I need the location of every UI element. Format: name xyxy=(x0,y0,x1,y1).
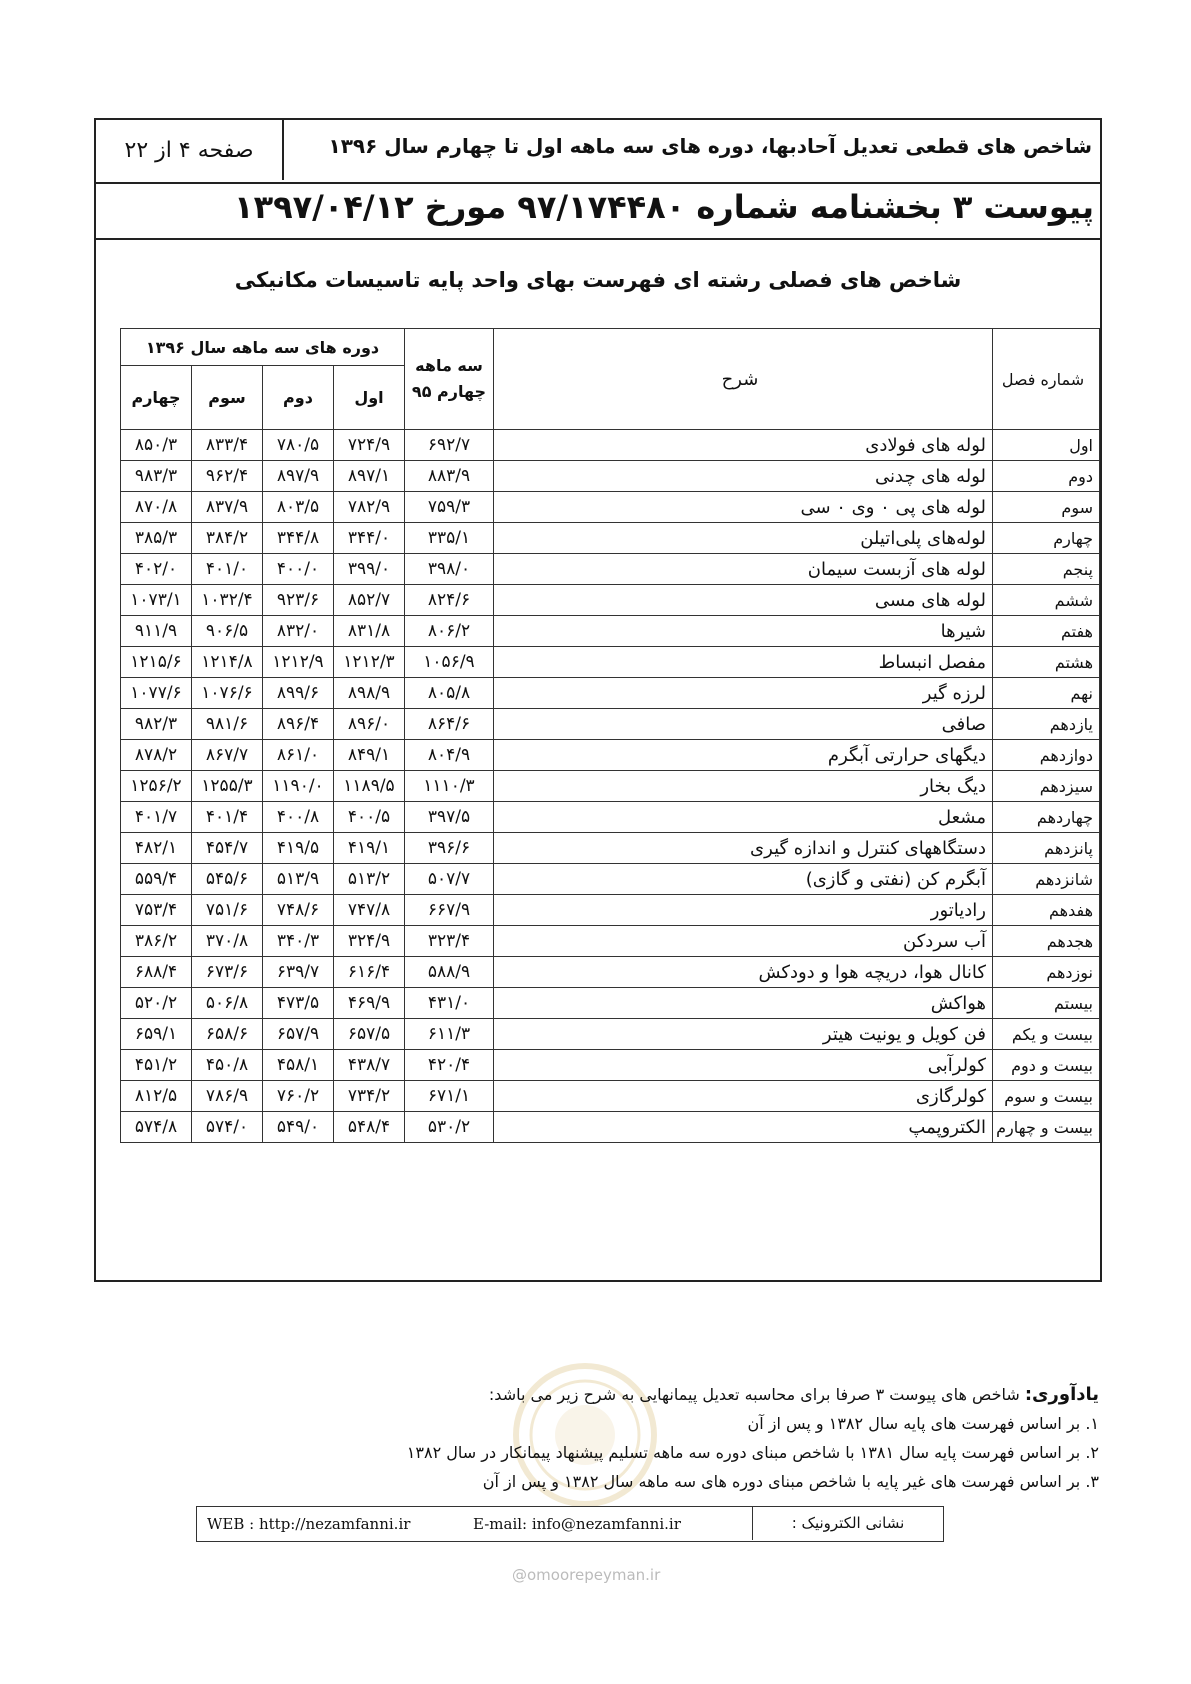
cell-q95: ۵۰۷/۷ xyxy=(405,864,494,895)
cell-q3: ۱۰۳۲/۴ xyxy=(192,585,263,616)
cell-q4: ۷۵۳/۴ xyxy=(121,895,192,926)
table-row xyxy=(121,709,1100,740)
cell-q2: ۴۵۸/۱ xyxy=(263,1050,334,1081)
cell-q95: ۳۳۵/۱ xyxy=(405,523,494,554)
table-row xyxy=(121,554,1100,585)
cell-q1: ۱۱۸۹/۵ xyxy=(334,771,405,802)
col-header-chapter: شماره فصل xyxy=(993,329,1100,430)
cell-q95: ۸۰۴/۹ xyxy=(405,740,494,771)
notes-lead: یادآوری: xyxy=(1024,1384,1099,1405)
cell-desc: آبگرم کن (نفتی و گازی) xyxy=(494,864,993,895)
cell-q3: ۴۰۱/۴ xyxy=(192,802,263,833)
contact-label: نشانی الکترونیک : xyxy=(752,1507,943,1540)
cell-desc: آب سردکن xyxy=(494,926,993,957)
cell-q1: ۴۰۰/۵ xyxy=(334,802,405,833)
cell-q95: ۱۱۱۰/۳ xyxy=(405,771,494,802)
document-title: شاخص های قطعی تعدیل آحادبها، دوره های سه ماهه اول تا چهارم سال ۱۳۹۶ xyxy=(328,134,1092,158)
cell-desc: مشعل xyxy=(494,802,993,833)
cell-q4: ۵۲۰/۲ xyxy=(121,988,192,1019)
watermark-text: @omoorepeyman.ir xyxy=(512,1566,661,1584)
page-number: صفحه ۴ از ۲۲ xyxy=(96,120,284,180)
table-row xyxy=(121,1112,1100,1143)
index-table xyxy=(120,328,1100,1143)
cell-chapter: هشتم xyxy=(993,647,1100,678)
circular-title: پیوست ۳ بخشنامه شماره ۹۷/۱۷۴۴۸۰ مورخ ۱۳۹۷/۰۴/۱۲ xyxy=(234,188,1094,226)
cell-desc: صافی xyxy=(494,709,993,740)
cell-q95: ۷۵۹/۳ xyxy=(405,492,494,523)
cell-q2: ۱۲۱۲/۹ xyxy=(263,647,334,678)
cell-q1: ۸۹۷/۱ xyxy=(334,461,405,492)
cell-desc: لوله های فولادی xyxy=(494,430,993,461)
cell-desc: هواکش xyxy=(494,988,993,1019)
cell-q1: ۶۱۶/۴ xyxy=(334,957,405,988)
cell-chapter: بیست و دوم xyxy=(993,1050,1100,1081)
cell-q1: ۷۲۴/۹ xyxy=(334,430,405,461)
cell-q4: ۹۸۳/۳ xyxy=(121,461,192,492)
note-item: ۳. بر اساس فهرست های غیر پایه با شاخص مبنای دوره های سه ماهه سال ۱۳۸۲ و پس از آن xyxy=(482,1472,1099,1491)
cell-q2: ۸۹۹/۶ xyxy=(263,678,334,709)
cell-chapter: پانزدهم xyxy=(993,833,1100,864)
cell-q2: ۸۰۳/۵ xyxy=(263,492,334,523)
cell-chapter: نوزدهم xyxy=(993,957,1100,988)
cell-q4: ۸۷۸/۲ xyxy=(121,740,192,771)
cell-q4: ۱۲۵۶/۲ xyxy=(121,771,192,802)
cell-desc: لوله های مسی xyxy=(494,585,993,616)
cell-q2: ۴۰۰/۸ xyxy=(263,802,334,833)
cell-chapter: ششم xyxy=(993,585,1100,616)
cell-q2: ۴۱۹/۵ xyxy=(263,833,334,864)
cell-q1: ۴۳۸/۷ xyxy=(334,1050,405,1081)
cell-q2: ۷۸۰/۵ xyxy=(263,430,334,461)
cell-q3: ۶۵۸/۶ xyxy=(192,1019,263,1050)
circular-row xyxy=(96,182,1100,240)
cell-desc: کولرگازی xyxy=(494,1081,993,1112)
cell-q3: ۵۴۵/۶ xyxy=(192,864,263,895)
cell-chapter: یازدهم xyxy=(993,709,1100,740)
col-header-q3: سوم xyxy=(192,366,263,430)
cell-q1: ۳۹۹/۰ xyxy=(334,554,405,585)
cell-q3: ۹۶۲/۴ xyxy=(192,461,263,492)
table-row xyxy=(121,461,1100,492)
cell-chapter: بیست و سوم xyxy=(993,1081,1100,1112)
cell-q1: ۸۳۱/۸ xyxy=(334,616,405,647)
cell-chapter: نهم xyxy=(993,678,1100,709)
cell-q4: ۴۸۲/۱ xyxy=(121,833,192,864)
cell-desc: دیگ بخار xyxy=(494,771,993,802)
cell-desc: دیگهای حرارتی آبگرم xyxy=(494,740,993,771)
cell-q1: ۵۱۳/۲ xyxy=(334,864,405,895)
table-row xyxy=(121,430,1100,461)
cell-desc: لوله های پی ۰ وی ۰ سی xyxy=(494,492,993,523)
cell-q1: ۸۹۸/۹ xyxy=(334,678,405,709)
cell-q95: ۸۶۴/۶ xyxy=(405,709,494,740)
cell-q95: ۶۹۲/۷ xyxy=(405,430,494,461)
cell-q1: ۸۴۹/۱ xyxy=(334,740,405,771)
table-row xyxy=(121,1019,1100,1050)
cell-q3: ۱۲۱۴/۸ xyxy=(192,647,263,678)
table-row xyxy=(121,988,1100,1019)
cell-q3: ۸۶۷/۷ xyxy=(192,740,263,771)
cell-desc: دستگاههای کنترل و اندازه گیری xyxy=(494,833,993,864)
cell-q95: ۸۰۶/۲ xyxy=(405,616,494,647)
cell-q3: ۳۸۴/۲ xyxy=(192,523,263,554)
cell-q3: ۴۵۰/۸ xyxy=(192,1050,263,1081)
table-subtitle: شاخص های فصلی رشته ای فهرست بهای واحد پایه تاسیسات مکانیکی xyxy=(234,268,962,292)
table-row xyxy=(121,585,1100,616)
cell-q2: ۹۲۳/۶ xyxy=(263,585,334,616)
cell-q1: ۳۲۴/۹ xyxy=(334,926,405,957)
cell-q4: ۸۵۰/۳ xyxy=(121,430,192,461)
cell-chapter: دوم xyxy=(993,461,1100,492)
cell-q3: ۵۷۴/۰ xyxy=(192,1112,263,1143)
cell-q95: ۳۲۳/۴ xyxy=(405,926,494,957)
cell-q95: ۵۸۸/۹ xyxy=(405,957,494,988)
cell-q2: ۸۹۷/۹ xyxy=(263,461,334,492)
cell-q95: ۶۶۷/۹ xyxy=(405,895,494,926)
cell-q2: ۷۶۰/۲ xyxy=(263,1081,334,1112)
cell-desc: شیرها xyxy=(494,616,993,647)
cell-q2: ۵۱۳/۹ xyxy=(263,864,334,895)
cell-chapter: شانزدهم xyxy=(993,864,1100,895)
cell-q2: ۸۳۲/۰ xyxy=(263,616,334,647)
cell-q2: ۶۳۹/۷ xyxy=(263,957,334,988)
cell-desc: کولرآبی xyxy=(494,1050,993,1081)
document-frame xyxy=(94,118,1102,1282)
contact-box xyxy=(196,1506,944,1542)
cell-chapter: چهاردهم xyxy=(993,802,1100,833)
cell-q1: ۷۳۴/۲ xyxy=(334,1081,405,1112)
table-row xyxy=(121,895,1100,926)
cell-q95: ۵۳۰/۲ xyxy=(405,1112,494,1143)
cell-q4: ۱۲۱۵/۶ xyxy=(121,647,192,678)
cell-q95: ۸۲۴/۶ xyxy=(405,585,494,616)
cell-chapter: بیست و چهارم xyxy=(993,1112,1100,1143)
cell-desc: لرزه گیر xyxy=(494,678,993,709)
col-header-group: دوره های سه ماهه سال ۱۳۹۶ xyxy=(121,329,405,366)
cell-q1: ۶۵۷/۵ xyxy=(334,1019,405,1050)
cell-desc: لوله‌های پلی‌اتیلن xyxy=(494,523,993,554)
cell-q4: ۵۷۴/۸ xyxy=(121,1112,192,1143)
table-row xyxy=(121,802,1100,833)
table-row xyxy=(121,926,1100,957)
cell-chapter: هجدهم xyxy=(993,926,1100,957)
cell-desc: فن کویل و یونیت هیتر xyxy=(494,1019,993,1050)
cell-chapter: اول xyxy=(993,430,1100,461)
cell-desc: الکتروپمپ xyxy=(494,1112,993,1143)
email-link[interactable]: E-mail: info@nezamfanni.ir xyxy=(473,1515,681,1533)
cell-q4: ۹۱۱/۹ xyxy=(121,616,192,647)
cell-q95: ۱۰۵۶/۹ xyxy=(405,647,494,678)
table-row xyxy=(121,647,1100,678)
cell-q1: ۴۶۹/۹ xyxy=(334,988,405,1019)
table-row xyxy=(121,864,1100,895)
cell-q1: ۷۸۲/۹ xyxy=(334,492,405,523)
cell-q2: ۵۴۹/۰ xyxy=(263,1112,334,1143)
table-row xyxy=(121,492,1100,523)
cell-q4: ۳۸۵/۳ xyxy=(121,523,192,554)
cell-q95: ۳۹۸/۰ xyxy=(405,554,494,585)
cell-desc: لوله های آزبست سیمان xyxy=(494,554,993,585)
cell-desc: رادیاتور xyxy=(494,895,993,926)
cell-q3: ۹۰۶/۵ xyxy=(192,616,263,647)
cell-chapter: هفتم xyxy=(993,616,1100,647)
table-row xyxy=(121,833,1100,864)
cell-chapter: هفدهم xyxy=(993,895,1100,926)
cell-chapter: سوم xyxy=(993,492,1100,523)
table-row xyxy=(121,1050,1100,1081)
cell-chapter: بیستم xyxy=(993,988,1100,1019)
table-row xyxy=(121,678,1100,709)
cell-chapter: چهارم xyxy=(993,523,1100,554)
cell-q4: ۹۸۲/۳ xyxy=(121,709,192,740)
cell-q4: ۱۰۷۷/۶ xyxy=(121,678,192,709)
cell-q2: ۱۱۹۰/۰ xyxy=(263,771,334,802)
cell-q3: ۱۲۵۵/۳ xyxy=(192,771,263,802)
cell-chapter: پنجم xyxy=(993,554,1100,585)
cell-q4: ۴۵۱/۲ xyxy=(121,1050,192,1081)
cell-q4: ۳۸۶/۲ xyxy=(121,926,192,957)
cell-q1: ۱۲۱۲/۳ xyxy=(334,647,405,678)
cell-chapter: دوازدهم xyxy=(993,740,1100,771)
cell-q95: ۸۸۳/۹ xyxy=(405,461,494,492)
cell-q4: ۶۵۹/۱ xyxy=(121,1019,192,1050)
cell-q95: ۶۱۱/۳ xyxy=(405,1019,494,1050)
table-row xyxy=(121,957,1100,988)
cell-q4: ۶۸۸/۴ xyxy=(121,957,192,988)
col-header-q4: چهارم xyxy=(121,366,192,430)
cell-q95: ۳۹۶/۶ xyxy=(405,833,494,864)
table-row xyxy=(121,523,1100,554)
cell-q3: ۸۳۷/۹ xyxy=(192,492,263,523)
col-header-q1: اول xyxy=(334,366,405,430)
cell-q3: ۸۳۳/۴ xyxy=(192,430,263,461)
cell-q2: ۳۴۰/۳ xyxy=(263,926,334,957)
web-link[interactable]: WEB : http://nezamfanni.ir xyxy=(207,1515,411,1533)
note-item: ۲. بر اساس فهرست پایه سال ۱۳۸۱ با شاخص مبنای دوره سه ماهه تسلیم پیشنهاد پیمانکار در سال ۱۳۸۲ xyxy=(406,1443,1099,1462)
cell-q2: ۴۰۰/۰ xyxy=(263,554,334,585)
cell-q2: ۳۴۴/۸ xyxy=(263,523,334,554)
cell-q3: ۷۸۶/۹ xyxy=(192,1081,263,1112)
cell-q2: ۸۶۱/۰ xyxy=(263,740,334,771)
header-row xyxy=(96,120,1100,184)
cell-q3: ۵۰۶/۸ xyxy=(192,988,263,1019)
col-header-q95: سه ماهه چهارم ۹۵ xyxy=(405,329,494,430)
table-row xyxy=(121,1081,1100,1112)
cell-chapter: بیست و یکم xyxy=(993,1019,1100,1050)
cell-q3: ۴۵۴/۷ xyxy=(192,833,263,864)
cell-q4: ۴۰۱/۷ xyxy=(121,802,192,833)
cell-chapter: سیزدهم xyxy=(993,771,1100,802)
cell-q4: ۵۵۹/۴ xyxy=(121,864,192,895)
cell-q95: ۴۳۱/۰ xyxy=(405,988,494,1019)
cell-q4: ۴۰۲/۰ xyxy=(121,554,192,585)
cell-q3: ۹۸۱/۶ xyxy=(192,709,263,740)
cell-q95: ۳۹۷/۵ xyxy=(405,802,494,833)
cell-q4: ۸۱۲/۵ xyxy=(121,1081,192,1112)
cell-q2: ۸۹۶/۴ xyxy=(263,709,334,740)
table-row xyxy=(121,740,1100,771)
cell-q3: ۳۷۰/۸ xyxy=(192,926,263,957)
cell-q1: ۳۴۴/۰ xyxy=(334,523,405,554)
cell-q95: ۸۰۵/۸ xyxy=(405,678,494,709)
cell-q1: ۵۴۸/۴ xyxy=(334,1112,405,1143)
table-row xyxy=(121,771,1100,802)
note-item: ۱. بر اساس فهرست های پایه سال ۱۳۸۲ و پس از آن xyxy=(747,1414,1099,1433)
cell-q3: ۱۰۷۶/۶ xyxy=(192,678,263,709)
cell-q3: ۶۷۳/۶ xyxy=(192,957,263,988)
cell-desc: کانال هوا، دریچه هوا و دودکش xyxy=(494,957,993,988)
cell-q95: ۶۷۱/۱ xyxy=(405,1081,494,1112)
cell-q3: ۴۰۱/۰ xyxy=(192,554,263,585)
cell-q4: ۱۰۷۳/۱ xyxy=(121,585,192,616)
cell-q1: ۸۹۶/۰ xyxy=(334,709,405,740)
cell-q2: ۶۵۷/۹ xyxy=(263,1019,334,1050)
col-header-q2: دوم xyxy=(263,366,334,430)
cell-q3: ۷۵۱/۶ xyxy=(192,895,263,926)
cell-q95: ۴۲۰/۴ xyxy=(405,1050,494,1081)
col-header-desc: شرح xyxy=(494,329,993,430)
notes xyxy=(299,1380,1099,1496)
cell-desc: مفصل انبساط xyxy=(494,647,993,678)
cell-q1: ۷۴۷/۸ xyxy=(334,895,405,926)
cell-q2: ۷۴۸/۶ xyxy=(263,895,334,926)
cell-q1: ۴۱۹/۱ xyxy=(334,833,405,864)
cell-q2: ۴۷۳/۵ xyxy=(263,988,334,1019)
notes-intro: شاخص های پیوست ۳ صرفا برای محاسبه تعدیل پیمانهایی به شرح زیر می باشد: xyxy=(488,1385,1025,1404)
cell-q4: ۸۷۰/۸ xyxy=(121,492,192,523)
table-row xyxy=(121,616,1100,647)
cell-q1: ۸۵۲/۷ xyxy=(334,585,405,616)
cell-desc: لوله های چدنی xyxy=(494,461,993,492)
